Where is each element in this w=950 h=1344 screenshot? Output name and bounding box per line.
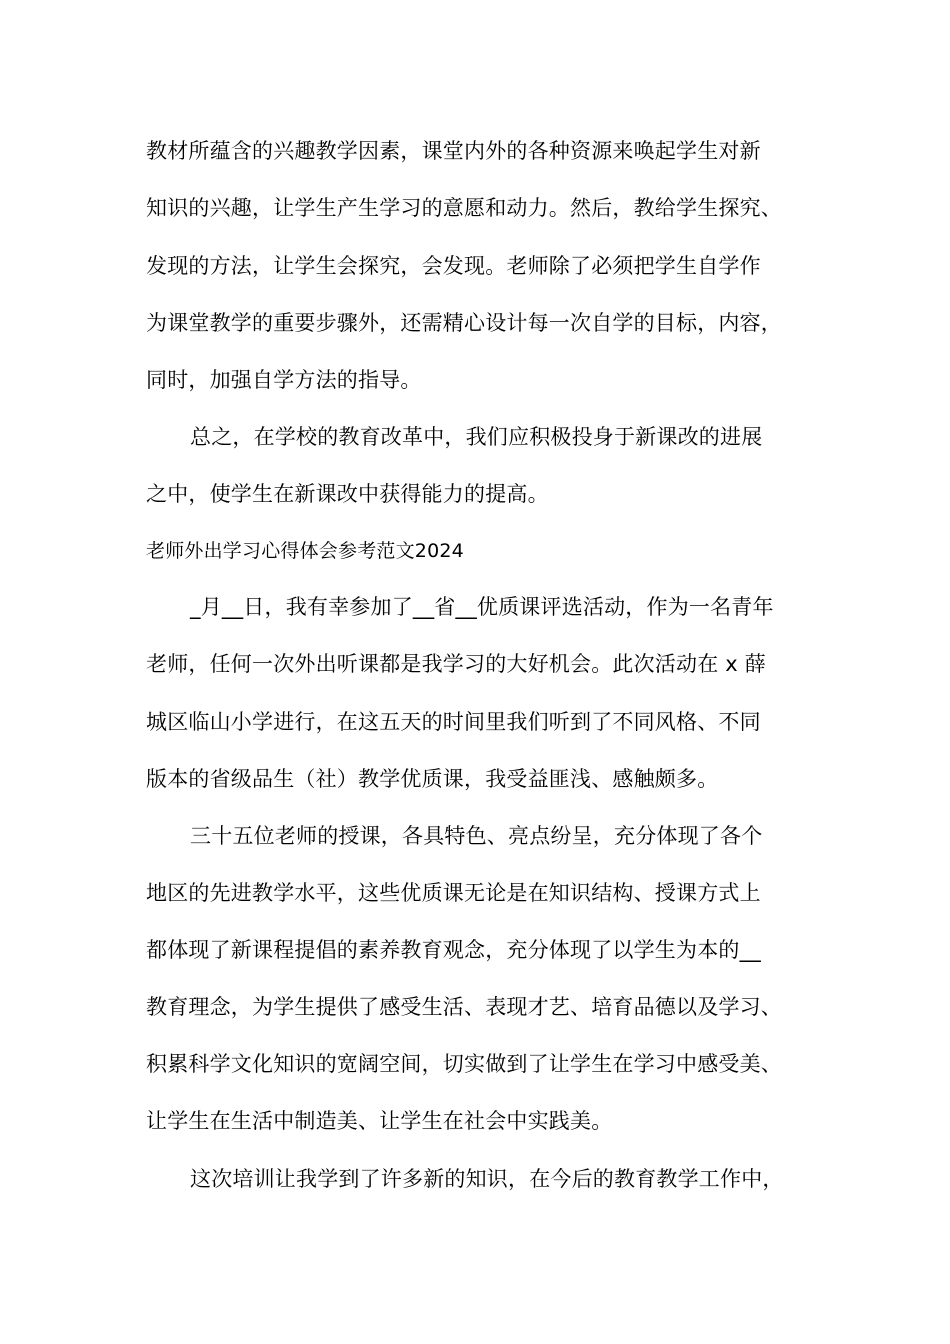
text-line: 发现的方法，让学生会探究，会发现。老师除了必须把学生自学作: [146, 254, 761, 278]
text-line: 为课堂教学的重要步骤外，还需精心设计每一次自学的目标，内容，: [146, 311, 782, 335]
text-line: 让学生在生活中制造美、让学生在社会中实践美。: [146, 1109, 613, 1133]
paragraph-first-line: 总之，在学校的教育改革中，我们应积极投身于新课改的进展: [190, 425, 763, 449]
text-line: 城区临山小学进行，在这五天的时间里我们听到了不同风格、不同: [146, 710, 761, 734]
paragraph-first-line: _月__日，我有幸参加了__省__优质课评选活动，作为一名青年: [190, 595, 774, 619]
text-line: 都体现了新课程提倡的素养教育观念，充分体现了以学生为本的__: [146, 938, 761, 962]
text-line: 积累科学文化知识的宽阔空间，切实做到了让学生在学习中感受美、: [146, 1052, 782, 1076]
text-line: 之中，使学生在新课改中获得能力的提高。: [146, 482, 549, 506]
section-heading: 老师外出学习心得体会参考范文2024: [146, 540, 464, 562]
text-line: 版本的省级品生（社）教学优质课，我受益匪浅、感触颇多。: [146, 767, 719, 791]
text-line: 教育理念，为学生提供了感受生活、表现才艺、培育品德以及学习、: [146, 995, 782, 1019]
paragraph-first-line: 三十五位老师的授课，各具特色、亮点纷呈，充分体现了各个: [190, 824, 763, 848]
text-line: 老师，任何一次外出听课都是我学习的大好机会。此次活动在 x 薛: [146, 652, 766, 676]
text-line: 同时，加强自学方法的指导。: [146, 368, 422, 392]
text-line: 教材所蕴含的兴趣教学因素，课堂内外的各种资源来唤起学生对新: [146, 139, 761, 163]
text-line: 地区的先进教学水平，这些优质课无论是在知识结构、授课方式上: [146, 881, 761, 905]
text-line: 知识的兴趣，让学生产生学习的意愿和动力。然后，教给学生探究、: [146, 196, 782, 220]
paragraph-first-line: 这次培训让我学到了许多新的知识，在今后的教育教学工作中，: [190, 1167, 784, 1191]
